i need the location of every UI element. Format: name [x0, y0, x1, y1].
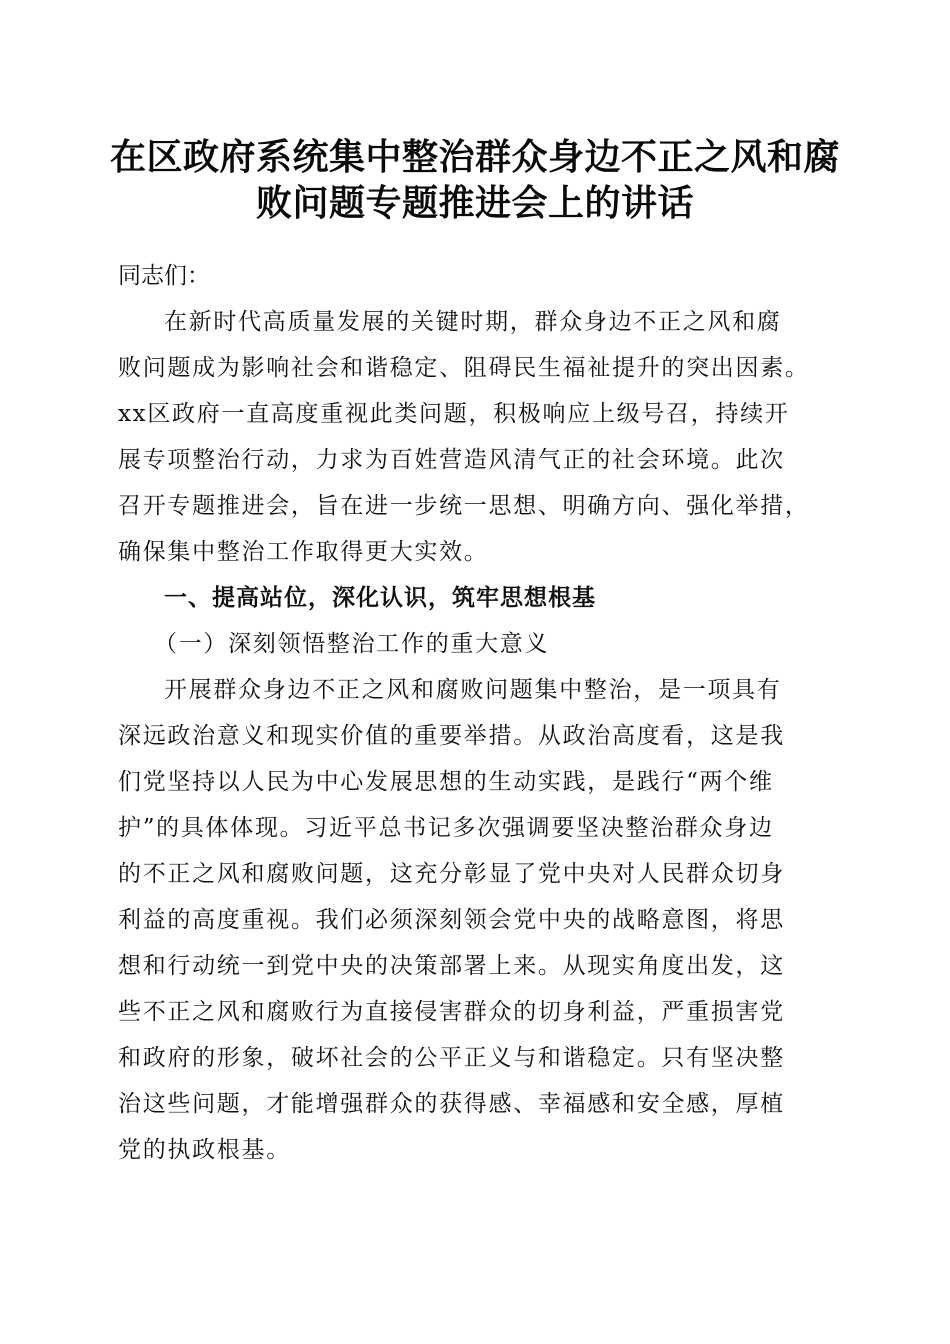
- salutation: 同志们：: [118, 263, 210, 289]
- paragraph-line: 开展群众身边不正之风和腐败问题集中整治，是一项具有: [164, 677, 782, 703]
- intro-line: 在新时代高质量发展的关键时期，群众身边不正之风和腐: [164, 309, 782, 335]
- title-line-1: 在区政府系统集中整治群众身边不正之风和腐: [109, 136, 840, 178]
- document-title: [80, 134, 870, 226]
- paragraph-line: 护”的具体体现。习近平总书记多次强调要坚决整治群众身边: [118, 815, 774, 841]
- paragraph-line: 利益的高度重视。我们必须深刻领会党中央的战略意图，将思: [118, 907, 785, 933]
- paragraph-line: 治这些问题，才能增强群众的获得感、幸福感和安全感，厚植: [118, 1091, 785, 1117]
- paragraph-line: 想和行动统一到党中央的决策部署上来。从现实角度出发，这: [118, 953, 785, 979]
- paragraph-line: 深远政治意义和现实价值的重要举措。从政治高度看，这是我: [118, 723, 785, 749]
- intro-line: 召开专题推进会，旨在进一步统一思想、明确方向、强化举措，: [118, 493, 810, 519]
- paragraph-line: 和政府的形象，破坏社会的公平正义与和谐稳定。只有坚决整: [118, 1045, 785, 1071]
- section-heading-1: 一、提高站位，深化认识，筑牢思想根基: [164, 585, 596, 611]
- title-line-2: 败问题专题推进会上的讲话: [255, 182, 694, 224]
- paragraph-line: 的不正之风和腐败问题，这充分彰显了党中央对人民群众切身: [118, 861, 785, 887]
- intro-line: 败问题成为影响社会和谐稳定、阻碍民生福祉提升的突出因素。: [118, 355, 810, 381]
- intro-paragraph: [118, 299, 834, 575]
- paragraph-line: 们党坚持以人民为中心发展思想的生动实践，是践行“两个维: [118, 769, 774, 795]
- paragraph-line: 些不正之风和腐败行为直接侵害群众的切身利益，严重损害党: [118, 999, 785, 1025]
- paragraph-line: 党的执政根基。: [118, 1137, 291, 1163]
- intro-line: 展专项整治行动，力求为百姓营造风清气正的社会环境。此次: [118, 447, 785, 473]
- subsection-heading-1: （一）深刻领悟整治工作的重大意义: [154, 631, 550, 657]
- intro-line: 确保集中整治工作取得更大实效。: [118, 539, 489, 565]
- body-paragraph-1: [118, 667, 834, 1173]
- intro-line: xx区政府一直高度重视此类问题，积极响应上级号召，持续开: [118, 401, 790, 427]
- document-body: [118, 253, 834, 1173]
